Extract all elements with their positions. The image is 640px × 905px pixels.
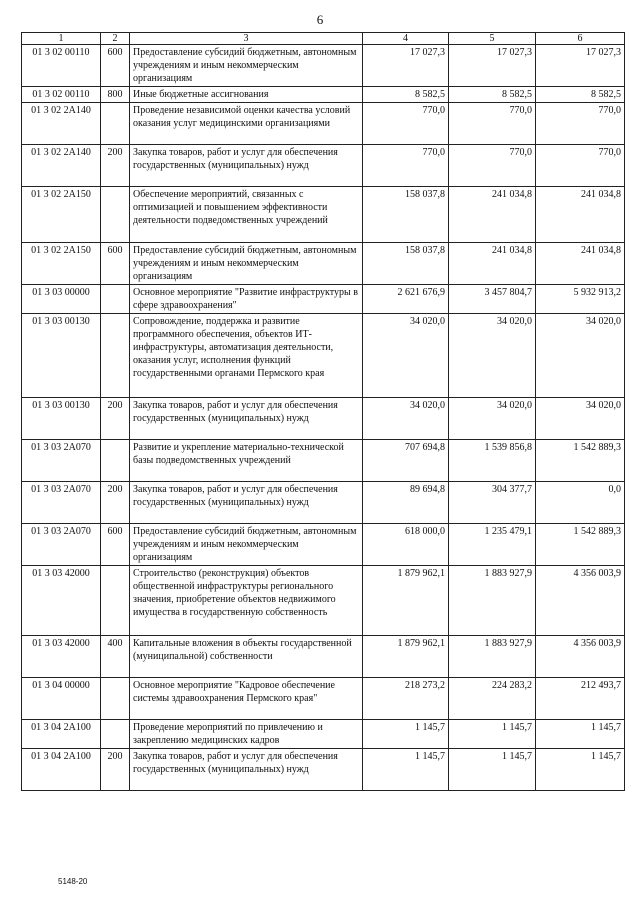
budget-code-cell: 01 3 03 2А070 xyxy=(22,524,101,566)
expense-type-cell xyxy=(101,440,130,482)
budget-code-cell: 01 3 04 00000 xyxy=(22,678,101,720)
item-name-cell: Капитальные вложения в объекты государственной (муниципальной) собственности xyxy=(130,636,363,678)
expense-type-cell: 600 xyxy=(101,524,130,566)
amount-col6-cell: 0,0 xyxy=(536,482,625,524)
amount-col6-cell: 4 356 003,9 xyxy=(536,566,625,636)
header-col-2: 2 xyxy=(101,33,130,45)
budget-code-cell: 01 3 03 2А070 xyxy=(22,482,101,524)
table-row xyxy=(22,440,625,482)
amount-col4-cell: 158 037,8 xyxy=(363,187,449,243)
item-name-cell: Закупка товаров, работ и услуг для обеспечения государственных (муниципальных) нужд xyxy=(130,482,363,524)
table-row xyxy=(22,285,625,314)
item-name-cell: Основное мероприятие "Кадровое обеспечение системы здравоохранения Пермского края" xyxy=(130,678,363,720)
table-body xyxy=(22,45,625,791)
budget-table xyxy=(21,32,625,791)
budget-code-cell: 01 3 03 00130 xyxy=(22,314,101,398)
item-name-cell: Проведение мероприятий по привлечению и закреплению медицинских кадров xyxy=(130,720,363,749)
amount-col4-cell: 2 621 676,9 xyxy=(363,285,449,314)
table-row xyxy=(22,749,625,791)
expense-type-cell: 200 xyxy=(101,398,130,440)
amount-col6-cell: 770,0 xyxy=(536,103,625,145)
item-name-cell: Сопровождение, поддержка и развитие программного обеспечения, объектов ИТ-инфраструктуры, автоматизация деятельности, оказания услуг, исполнения функций государственными органами Пермского края xyxy=(130,314,363,398)
expense-type-cell: 400 xyxy=(101,636,130,678)
amount-col4-cell: 89 694,8 xyxy=(363,482,449,524)
amount-col5-cell: 17 027,3 xyxy=(449,45,536,87)
expense-type-cell xyxy=(101,720,130,749)
budget-code-cell: 01 3 02 00110 xyxy=(22,87,101,103)
item-name-cell: Проведение независимой оценки качества условий оказания услуг медицинскими организациями xyxy=(130,103,363,145)
table-row xyxy=(22,482,625,524)
page-number: 6 xyxy=(316,12,324,27)
expense-type-cell: 600 xyxy=(101,45,130,87)
amount-col6-cell: 8 582,5 xyxy=(536,87,625,103)
budget-code-cell: 01 3 04 2А100 xyxy=(22,749,101,791)
amount-col5-cell: 8 582,5 xyxy=(449,87,536,103)
expense-type-cell: 600 xyxy=(101,243,130,285)
table-row xyxy=(22,678,625,720)
budget-code-cell: 01 3 03 2А070 xyxy=(22,440,101,482)
amount-col5-cell: 1 235 479,1 xyxy=(449,524,536,566)
table-row xyxy=(22,314,625,398)
item-name-cell: Основное мероприятие "Развитие инфраструктуры в сфере здравоохранения" xyxy=(130,285,363,314)
amount-col6-cell: 241 034,8 xyxy=(536,243,625,285)
expense-type-cell xyxy=(101,187,130,243)
item-name-cell: Развитие и укрепление материально-технической базы подведомственных учреждений xyxy=(130,440,363,482)
budget-code-cell: 01 3 02 2А140 xyxy=(22,103,101,145)
table-row xyxy=(22,398,625,440)
budget-code-cell: 01 3 02 2А140 xyxy=(22,145,101,187)
amount-col5-cell: 1 883 927,9 xyxy=(449,636,536,678)
budget-code-cell: 01 3 02 2А150 xyxy=(22,243,101,285)
item-name-cell: Закупка товаров, работ и услуг для обеспечения государственных (муниципальных) нужд xyxy=(130,749,363,791)
amount-col5-cell: 1 539 856,8 xyxy=(449,440,536,482)
expense-type-cell: 200 xyxy=(101,482,130,524)
expense-type-cell xyxy=(101,103,130,145)
amount-col6-cell: 770,0 xyxy=(536,145,625,187)
amount-col4-cell: 34 020,0 xyxy=(363,314,449,398)
table-row xyxy=(22,87,625,103)
amount-col4-cell: 158 037,8 xyxy=(363,243,449,285)
amount-col6-cell: 34 020,0 xyxy=(536,398,625,440)
expense-type-cell xyxy=(101,314,130,398)
amount-col5-cell: 224 283,2 xyxy=(449,678,536,720)
amount-col4-cell: 17 027,3 xyxy=(363,45,449,87)
item-name-cell: Предоставление субсидий бюджетным, автономным учреждениям и иным некоммерческим организациям xyxy=(130,243,363,285)
item-name-cell: Строительство (реконструкция) объектов общественной инфраструктуры регионального значения, приобретение объектов недвижимого имущества в государственную собственность xyxy=(130,566,363,636)
amount-col4-cell: 707 694,8 xyxy=(363,440,449,482)
budget-code-cell: 01 3 02 00110 xyxy=(22,45,101,87)
budget-code-cell: 01 3 04 2А100 xyxy=(22,720,101,749)
table-row xyxy=(22,187,625,243)
amount-col5-cell: 1 883 927,9 xyxy=(449,566,536,636)
amount-col5-cell: 34 020,0 xyxy=(449,314,536,398)
amount-col5-cell: 241 034,8 xyxy=(449,243,536,285)
item-name-cell: Обеспечение мероприятий, связанных с оптимизацией и повышением эффективности деятельности подведомственных учреждений xyxy=(130,187,363,243)
table-row xyxy=(22,566,625,636)
amount-col4-cell: 1 879 962,1 xyxy=(363,566,449,636)
table-row xyxy=(22,636,625,678)
amount-col5-cell: 1 145,7 xyxy=(449,720,536,749)
table-row xyxy=(22,45,625,87)
amount-col6-cell: 1 145,7 xyxy=(536,720,625,749)
expense-type-cell: 200 xyxy=(101,749,130,791)
table-row xyxy=(22,720,625,749)
amount-col4-cell: 34 020,0 xyxy=(363,398,449,440)
amount-col5-cell: 770,0 xyxy=(449,145,536,187)
item-name-cell: Закупка товаров, работ и услуг для обеспечения государственных (муниципальных) нужд xyxy=(130,398,363,440)
item-name-cell: Закупка товаров, работ и услуг для обеспечения государственных (муниципальных) нужд xyxy=(130,145,363,187)
amount-col6-cell: 1 542 889,3 xyxy=(536,524,625,566)
budget-code-cell: 01 3 02 2А150 xyxy=(22,187,101,243)
amount-col4-cell: 1 145,7 xyxy=(363,720,449,749)
amount-col5-cell: 770,0 xyxy=(449,103,536,145)
budget-code-cell: 01 3 03 42000 xyxy=(22,566,101,636)
header-row xyxy=(22,33,625,45)
amount-col4-cell: 1 879 962,1 xyxy=(363,636,449,678)
expense-type-cell xyxy=(101,285,130,314)
amount-col5-cell: 34 020,0 xyxy=(449,398,536,440)
amount-col5-cell: 3 457 804,7 xyxy=(449,285,536,314)
expense-type-cell: 200 xyxy=(101,145,130,187)
item-name-cell: Предоставление субсидий бюджетным, автономным учреждениям и иным некоммерческим организациям xyxy=(130,524,363,566)
table-row xyxy=(22,243,625,285)
amount-col6-cell: 17 027,3 xyxy=(536,45,625,87)
amount-col6-cell: 5 932 913,2 xyxy=(536,285,625,314)
amount-col4-cell: 770,0 xyxy=(363,145,449,187)
amount-col4-cell: 770,0 xyxy=(363,103,449,145)
amount-col5-cell: 304 377,7 xyxy=(449,482,536,524)
budget-code-cell: 01 3 03 00000 xyxy=(22,285,101,314)
expense-type-cell: 800 xyxy=(101,87,130,103)
table-row xyxy=(22,103,625,145)
budget-code-cell: 01 3 03 42000 xyxy=(22,636,101,678)
amount-col6-cell: 241 034,8 xyxy=(536,187,625,243)
expense-type-cell xyxy=(101,678,130,720)
table-row xyxy=(22,524,625,566)
amount-col6-cell: 1 145,7 xyxy=(536,749,625,791)
amount-col5-cell: 241 034,8 xyxy=(449,187,536,243)
document-code: 5148-20 xyxy=(58,877,88,886)
header-col-6: 6 xyxy=(536,33,625,45)
amount-col4-cell: 8 582,5 xyxy=(363,87,449,103)
item-name-cell: Иные бюджетные ассигнования xyxy=(130,87,363,103)
amount-col4-cell: 1 145,7 xyxy=(363,749,449,791)
expense-type-cell xyxy=(101,566,130,636)
header-col-4: 4 xyxy=(363,33,449,45)
amount-col6-cell: 4 356 003,9 xyxy=(536,636,625,678)
table-row xyxy=(22,145,625,187)
item-name-cell: Предоставление субсидий бюджетным, автономным учреждениям и иным некоммерческим организациям xyxy=(130,45,363,87)
amount-col6-cell: 34 020,0 xyxy=(536,314,625,398)
amount-col4-cell: 618 000,0 xyxy=(363,524,449,566)
header-col-3: 3 xyxy=(130,33,363,45)
header-col-5: 5 xyxy=(449,33,536,45)
amount-col5-cell: 1 145,7 xyxy=(449,749,536,791)
amount-col6-cell: 212 493,7 xyxy=(536,678,625,720)
budget-code-cell: 01 3 03 00130 xyxy=(22,398,101,440)
header-col-1: 1 xyxy=(22,33,101,45)
amount-col4-cell: 218 273,2 xyxy=(363,678,449,720)
amount-col6-cell: 1 542 889,3 xyxy=(536,440,625,482)
